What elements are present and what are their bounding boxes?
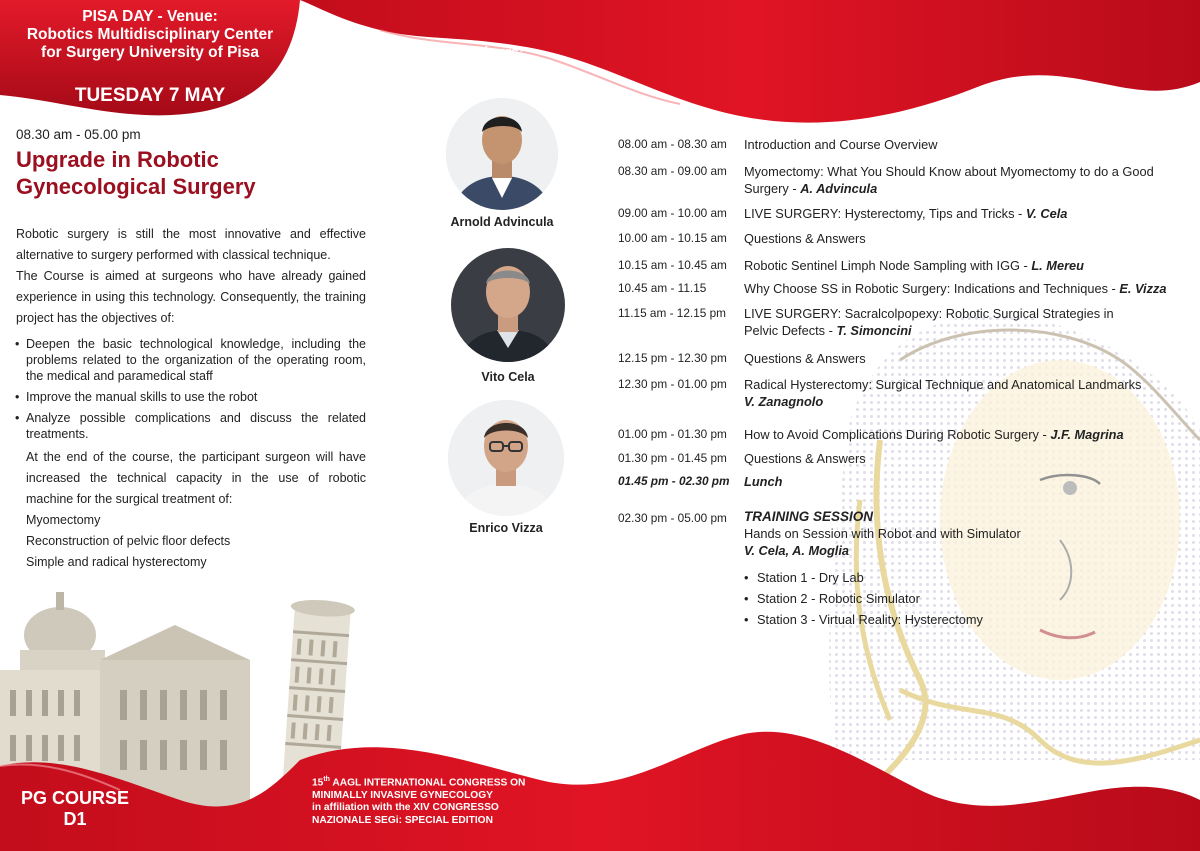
topic-text: Radical Hysterectomy: Surgical Technique and Anatomical Landmarks (744, 377, 1142, 392)
schedule-time: 01.00 pm - 01.30 pm (618, 427, 727, 441)
person-photo-icon (448, 400, 564, 516)
topic-text: Myomectomy: What You Should Know about Myomectomy to do a Good Surgery - (744, 164, 1154, 196)
topic-speaker: J.F. Magrina (1050, 427, 1124, 442)
topic-speaker: A. Advincula (800, 181, 878, 196)
objective-text: Deepen the basic technological knowledge, including the problems related to the organization of the operating room, the medical and paramedical staff (26, 337, 366, 383)
schedule-topic (744, 350, 1184, 367)
schedule-topic (744, 257, 1184, 274)
congress-line: in affiliation with the XIV CONGRESSO (312, 802, 499, 814)
avatar (451, 248, 565, 362)
congress-line: NAZIONALE SEGi: SPECIAL EDITION (312, 814, 493, 826)
course-title (16, 146, 346, 200)
topic-text: Introduction and Course Overview (744, 137, 938, 152)
congress-number: 15 (312, 777, 324, 789)
congress-ordinal: th (323, 776, 330, 783)
objectives-list (16, 336, 366, 442)
schedule-time: 12.30 pm - 01.00 pm (618, 377, 727, 391)
topic-text: How to Avoid Complications During Robotic Surgery - (744, 427, 1051, 442)
chair-name: Enrico Vizza (469, 521, 543, 535)
congress-info (312, 774, 582, 827)
topic-speaker: L. Mereu (1031, 258, 1084, 273)
schedule-topic (744, 305, 1134, 339)
chair-name: Arnold Advincula (450, 215, 554, 229)
congress-title: AAGL INTERNATIONAL CONGRESS ON (329, 777, 526, 789)
schedule-topic (744, 280, 1184, 297)
treatment-item: Simple and radical hysterectomy (26, 555, 207, 569)
treatment-item: Myomectomy (26, 513, 101, 527)
topic-text: Lunch (744, 474, 783, 489)
venue-heading (0, 8, 300, 62)
topic-text: Questions & Answers (744, 351, 866, 366)
avatar (446, 98, 558, 210)
topic-text: Questions & Answers (744, 451, 866, 466)
topic-text: Robotic Sentinel Limph Node Sampling with IGG - (744, 258, 1032, 273)
chair-card (426, 400, 586, 535)
station-item: • Station 1 - Dry Lab (744, 567, 1184, 588)
course-time: 08.30 am - 05.00 pm (16, 127, 141, 142)
chair-card (428, 248, 588, 384)
schedule-time: 10.45 am - 11.15 (618, 281, 707, 295)
stations-list (744, 567, 1184, 630)
schedule-topic (744, 508, 1184, 630)
training-subtitle: Hands on Session with Robot and with Simulator (744, 526, 1021, 541)
objective-text: Improve the manual skills to use the robot (26, 390, 258, 404)
schedule-topic (744, 450, 1184, 467)
topic-speaker: V. Zanagnolo (744, 394, 824, 409)
congress-line (312, 774, 582, 790)
schedule-time: 10.15 am - 10.45 am (618, 258, 727, 272)
training-title: TRAINING SESSION (744, 509, 874, 524)
schedule-topic (744, 426, 1184, 443)
objective-item (16, 336, 366, 384)
outcome-text: At the end of the course, the participant surgeon will have increased the technical capacity in the use of robotic machine for the surgical treatment of: (26, 450, 366, 506)
bullet-icon: • (15, 390, 20, 404)
topic-text: LIVE SURGERY: Hysterectomy, Tips and Tricks - (744, 206, 1026, 221)
objective-item (16, 389, 366, 405)
schedule-topic (744, 136, 1184, 153)
schedule-topic (744, 230, 1184, 247)
schedule-topic (744, 205, 1184, 222)
topic-text: Questions & Answers (744, 231, 866, 246)
schedule-time: 12.15 pm - 12.30 pm (618, 351, 727, 365)
topic-speaker: V. Cela (1025, 206, 1068, 221)
pg-course-line: PG COURSE (20, 788, 130, 808)
schedule-time: 02.30 pm - 05.00 pm (618, 511, 727, 525)
topic-text: LIVE SURGERY: Sacralcolpopexy: Robotic Surgical Strategies in Pelvic Defects - (744, 306, 1114, 338)
schedule-topic (744, 376, 1184, 410)
schedule-time: 08.30 am - 09.00 am (618, 164, 727, 178)
schedule-topic (744, 163, 1184, 197)
bullet-icon: • (15, 337, 20, 351)
congress-line: MINIMALLY INVASIVE GYNECOLOGY (312, 789, 493, 801)
event-date: TUESDAY 7 MAY (74, 85, 226, 106)
schedule-time: 08.00 am - 08.30 am (618, 137, 727, 151)
course-description (16, 224, 366, 573)
objective-text: Analyze possible complications and discuss the related treatments. (26, 411, 366, 441)
chair-card (422, 98, 582, 229)
course-title-line: Upgrade in Robotic (16, 147, 219, 172)
schedule-topic (744, 473, 1184, 490)
pg-course-line: D1 (63, 809, 87, 829)
topic-speaker: T. Simoncini (836, 323, 912, 338)
station-item: • Station 3 - Virtual Reality: Hysterectomy (744, 609, 1184, 630)
intro-paragraph: Robotic surgery is still the most innovative and effective alternative to surgery performed with classical technique. (16, 227, 366, 262)
schedule-time: 11.15 am - 12.15 pm (618, 306, 726, 320)
avatar (448, 400, 564, 516)
station-item: • Station 2 - Robotic Simulator (744, 588, 1184, 609)
venue-line: for Surgery University of Pisa (41, 44, 259, 61)
schedule-time: 09.00 am - 10.00 am (618, 206, 727, 220)
person-photo-icon (451, 248, 565, 362)
intro-paragraph: The Course is aimed at surgeons who have already gained experience in using this technology. Consequently, the training project has the objectives of: (16, 269, 366, 325)
treatment-item: Reconstruction of pelvic floor defects (26, 534, 231, 548)
person-photo-icon (446, 98, 558, 210)
training-tutors: V. Cela, A. Moglia (744, 543, 850, 558)
course-title-line: Gynecological Surgery (16, 174, 256, 199)
topic-speaker: E. Vizza (1119, 281, 1167, 296)
venue-line: PISA DAY - Venue: (82, 8, 218, 25)
schedule-time: 10.00 am - 10.15 am (618, 231, 727, 245)
topic-text: Why Choose SS in Robotic Surgery: Indications and Techniques - (744, 281, 1120, 296)
venue-line: Robotics Multidisciplinary Center (26, 26, 274, 43)
pg-course-label (0, 788, 150, 830)
schedule-time: 01.30 pm - 01.45 pm (618, 451, 727, 465)
course-outcome (26, 447, 366, 573)
bullet-icon: • (15, 411, 20, 425)
chair-name: Vito Cela (481, 370, 535, 384)
objective-item (16, 410, 366, 442)
chairs-heading: Chairs: (472, 44, 524, 61)
schedule-time: 01.45 pm - 02.30 pm (618, 474, 730, 488)
